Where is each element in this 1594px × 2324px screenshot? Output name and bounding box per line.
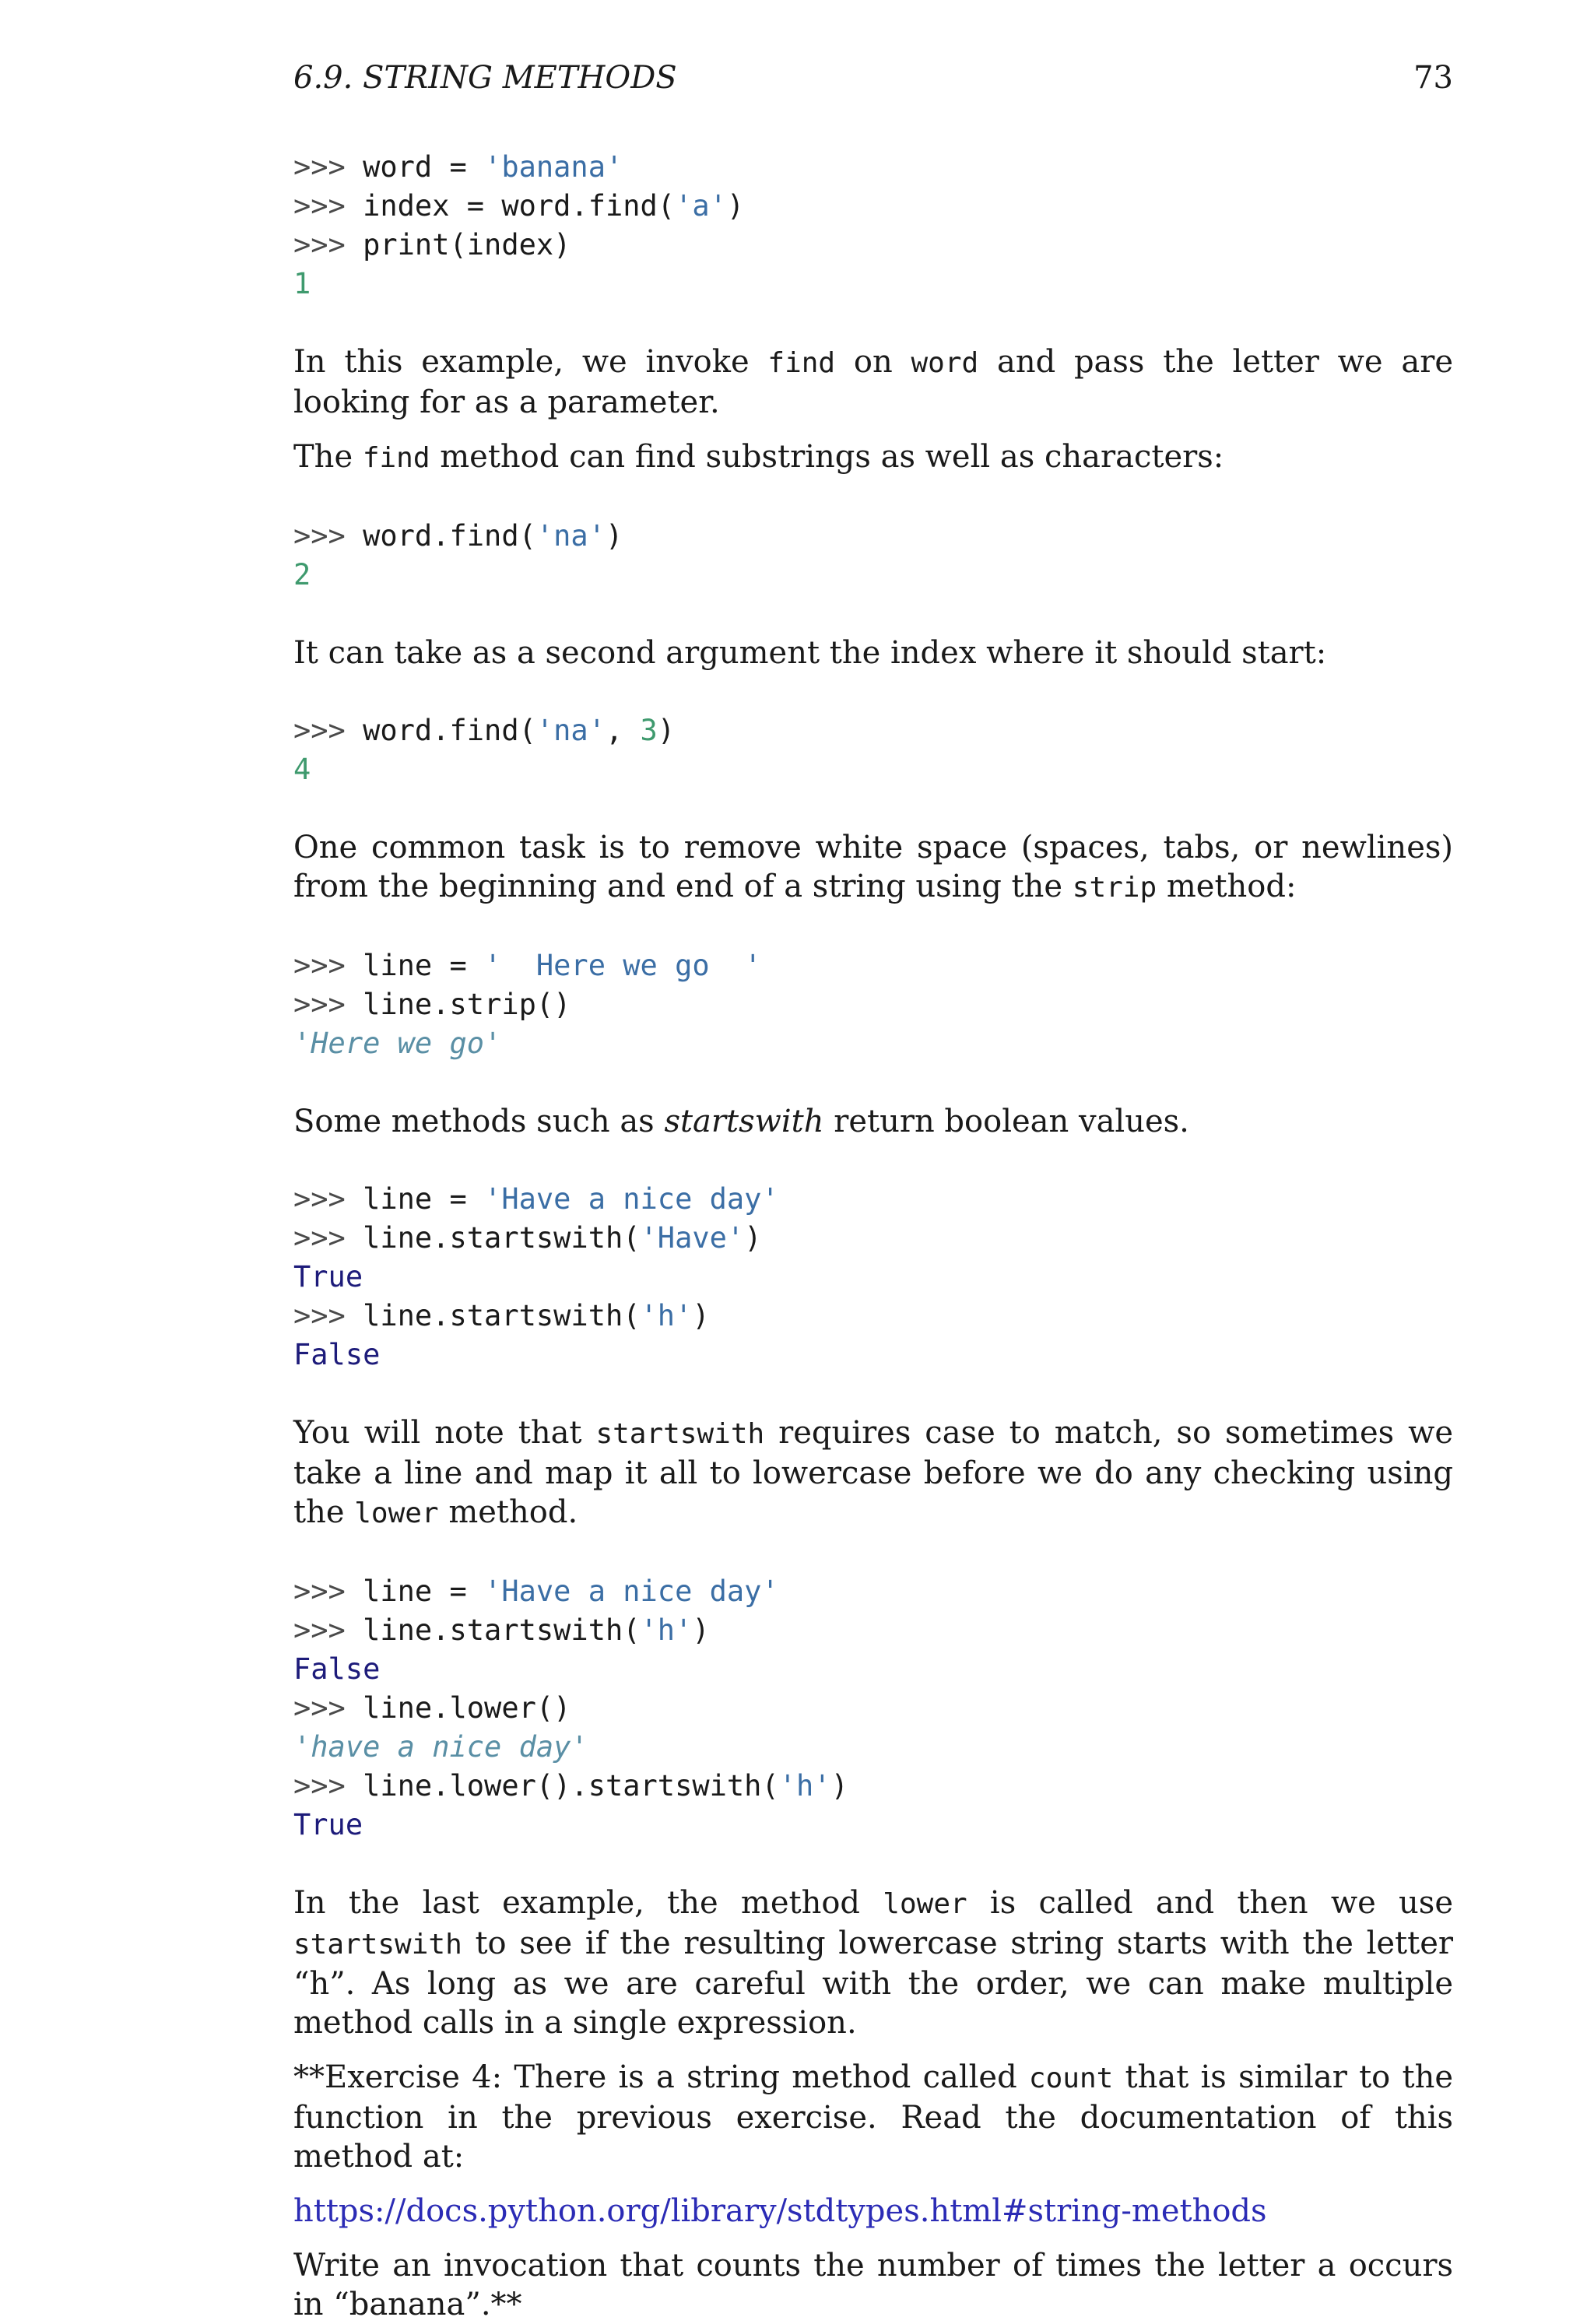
- code-line: >>> line.startswith('h'): [293, 1613, 710, 1647]
- paragraph-exercise-4: **Exercise 4: There is a string method called count that is similar to the function in the previous exercise. Read the documentation of this method at:: [293, 2059, 1453, 2175]
- code-output: False: [293, 1338, 381, 1371]
- code-output: True: [293, 1260, 363, 1294]
- code-block-strip: [293, 946, 1453, 1063]
- running-header: [293, 56, 1453, 100]
- code-line: >>> line.strip(): [293, 988, 571, 1021]
- code-output: 4: [293, 753, 311, 786]
- code-block-lower: [293, 1572, 1453, 1845]
- code-line: >>> line = ' Here we go ': [293, 949, 762, 982]
- document-page: [293, 0, 1454, 2322]
- section-title: 6.9. STRING METHODS: [293, 60, 677, 96]
- code-line: >>> line.startswith('Have'): [293, 1221, 762, 1255]
- code-output: False: [293, 1652, 381, 1686]
- paragraph-exercise-task: Write an invocation that counts the number of times the letter a occurs in “banana”.**: [293, 2248, 1453, 2322]
- code-line: >>> index = word.find('a'): [293, 189, 745, 223]
- paragraph-lowercase: You will note that startswith requires case to match, so sometimes we take a line and map it all to lowercase before we do any checking using the lower method.: [293, 1415, 1453, 1530]
- paragraph-second-argument: It can take as a second argument the index where it should start:: [293, 635, 1327, 671]
- code-line: >>> line.startswith('h'): [293, 1299, 710, 1332]
- code-line: >>> line = 'Have a nice day': [293, 1574, 779, 1608]
- page-number: 73: [1413, 60, 1453, 96]
- code-block-find-a: [293, 148, 1453, 304]
- code-line: >>> line.lower(): [293, 1691, 571, 1725]
- paragraph-method-chaining: In the last example, the method lower is called and then we use startswith to see if the resulting lowercase string starts with the letter “h”. As long as we are careful with the order, we can make multiple method calls in a single expression.: [293, 1885, 1454, 2041]
- code-output: 2: [293, 558, 311, 592]
- code-line: >>> word.find('na', 3): [293, 714, 676, 747]
- paragraph-strip: One common task is to remove white space (spaces, tabs, or newlines) from the beginning and end of a string using the strip method:: [293, 830, 1453, 904]
- paragraph-find-substrings: The find method can find substrings as well as characters:: [293, 439, 1224, 475]
- code-block-find-na-3: [293, 711, 1453, 789]
- page-body: [293, 148, 1453, 2324]
- code-block-startswith: [293, 1180, 1453, 1374]
- code-line: >>> word = 'banana': [293, 150, 623, 184]
- code-output: 1: [293, 267, 311, 300]
- paragraph-invoke-find: In this example, we invoke find on word and pass the letter we are looking for as a parameter.: [293, 344, 1453, 420]
- paragraph-link: [293, 2192, 1453, 2231]
- docs-link[interactable]: https://docs.python.org/library/stdtypes.html#string-methods: [293, 2193, 1267, 2229]
- code-line: >>> print(index): [293, 228, 571, 262]
- code-line: >>> line.lower().startswith('h'): [293, 1769, 848, 1803]
- code-line: >>> line = 'Have a nice day': [293, 1182, 779, 1216]
- code-output: 'have a nice day': [293, 1730, 588, 1764]
- paragraph-boolean-methods: Some methods such as startswith return boolean values.: [293, 1104, 1189, 1139]
- code-output: 'Here we go': [293, 1027, 502, 1060]
- code-block-find-na: [293, 517, 1453, 595]
- code-line: >>> word.find('na'): [293, 519, 623, 553]
- code-output: True: [293, 1808, 363, 1841]
